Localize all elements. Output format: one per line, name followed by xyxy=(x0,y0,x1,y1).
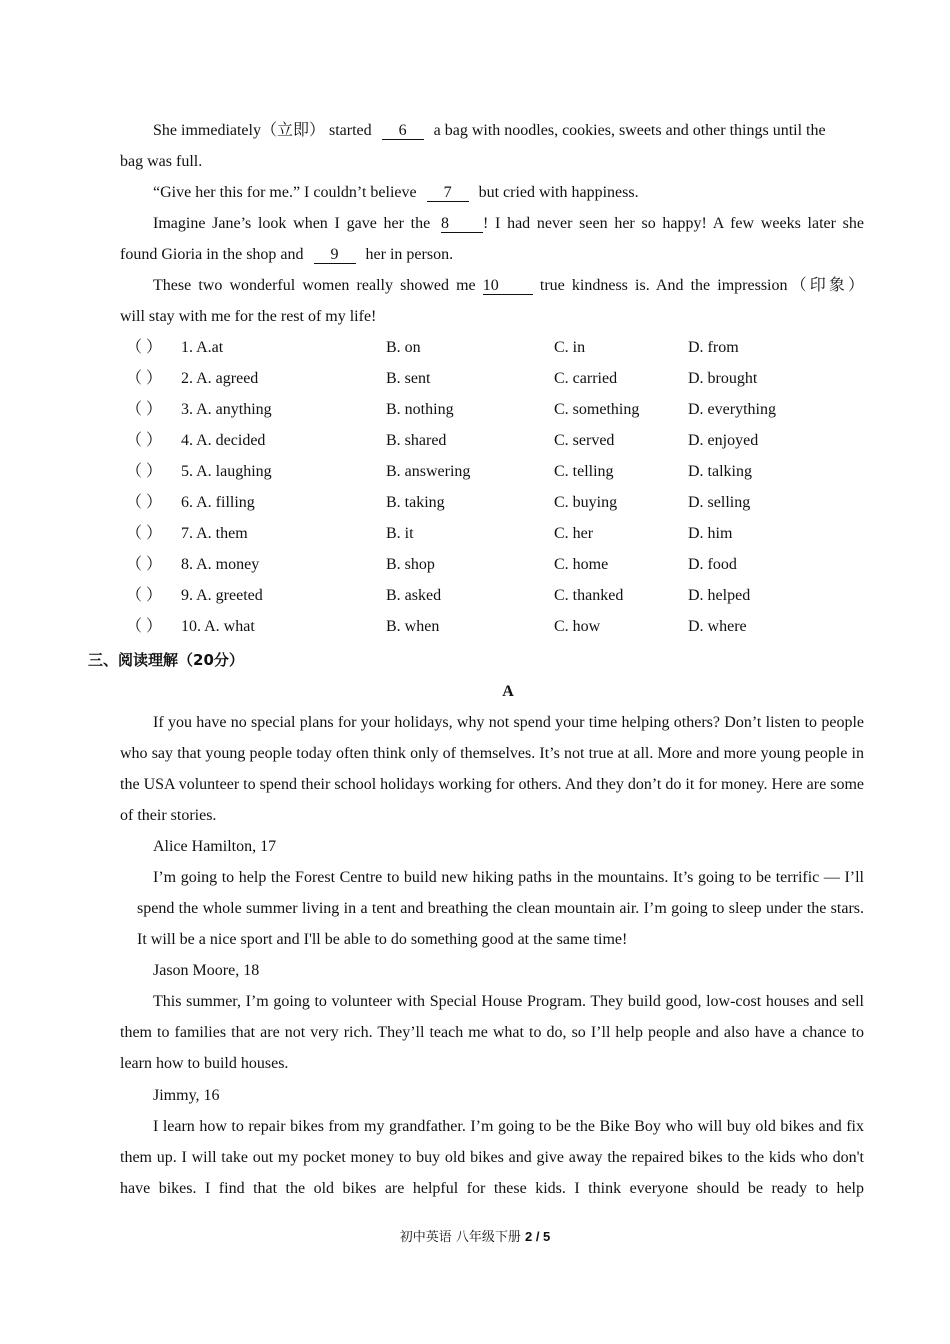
option-c: C. her xyxy=(554,525,594,542)
option-c: C. buying xyxy=(554,494,618,511)
option-b: B. nothing xyxy=(386,401,454,418)
cloze-text: Imagine Jane’s look when I gave her the xyxy=(153,215,431,232)
question-row xyxy=(126,555,866,575)
question-row xyxy=(126,617,866,637)
option-d: D. from xyxy=(688,339,739,356)
option-d: D. where xyxy=(688,618,747,635)
page-number: 2 / 5 xyxy=(524,1229,551,1244)
answer-parenthesis: （ ） xyxy=(126,432,163,449)
option-b: B. it xyxy=(386,525,414,542)
question-row xyxy=(126,338,866,358)
answer-parenthesis: （ ） xyxy=(126,339,163,356)
option-c: C. carried xyxy=(554,370,618,387)
answer-parenthesis: （ ） xyxy=(126,556,163,573)
option-c: C. home xyxy=(554,556,609,573)
option-d: D. food xyxy=(688,556,737,573)
option-a: 6. A. filling xyxy=(181,494,255,511)
passage-title: A xyxy=(502,683,514,700)
option-b: B. on xyxy=(386,339,421,356)
cloze-line-7: will stay with me for the rest of my life! xyxy=(120,308,377,325)
question-row xyxy=(126,586,866,606)
cloze-line-2: bag was full. xyxy=(120,153,203,170)
answer-parenthesis: （ ） xyxy=(126,401,163,418)
option-a: 1. A.at xyxy=(181,339,224,356)
question-row xyxy=(126,524,866,544)
cloze-text: true kindness is. And the impression（印象） xyxy=(539,277,864,294)
question-row xyxy=(126,369,866,389)
option-d: D. everything xyxy=(688,401,776,418)
option-c: C. telling xyxy=(554,463,614,480)
question-row xyxy=(126,431,866,451)
question-row xyxy=(126,400,866,420)
option-d: D. enjoyed xyxy=(688,432,759,449)
option-a: 10. A. what xyxy=(181,618,255,635)
option-a: 3. A. anything xyxy=(181,401,272,418)
answer-parenthesis: （ ） xyxy=(126,463,163,480)
option-a: 5. A. laughing xyxy=(181,463,272,480)
student-story-1: I’m going to help the Forest Centre to build new hiking paths in the mountains. It’s going to be terrific — I’ll spend the whole summer living in a tent and breathing the clean mountain air. I’m going to sleep under the stars. It will be a nice sport and I'll be able to do something good at the same time! xyxy=(137,869,864,948)
option-d: D. talking xyxy=(688,463,752,480)
answer-parenthesis: （ ） xyxy=(126,525,163,542)
cloze-text: found Gioria in the shop and xyxy=(120,246,304,263)
cloze-text: She immediately（立即） started xyxy=(153,122,372,139)
option-a: 8. A. money xyxy=(181,556,260,573)
option-d: D. selling xyxy=(688,494,751,511)
cloze-line-6 xyxy=(153,276,864,296)
cloze-text: ! I had never seen her so happy! A few weeks later she xyxy=(482,215,865,232)
answer-parenthesis: （ ） xyxy=(126,587,163,604)
cloze-text: These two wonderful women really showed me xyxy=(153,277,476,294)
blank-7: 7 xyxy=(427,184,469,202)
cloze-text: but cried with happiness. xyxy=(478,184,639,201)
option-d: D. him xyxy=(688,525,733,542)
answer-parenthesis: （ ） xyxy=(126,618,163,635)
blank-9: 9 xyxy=(314,246,356,264)
blank-6: 6 xyxy=(382,122,424,140)
option-a: 9. A. greeted xyxy=(181,587,263,604)
student-name-1: Alice Hamilton, 17 xyxy=(153,838,277,855)
cloze-line-4 xyxy=(153,214,864,234)
blank-10: 10 xyxy=(483,277,533,295)
question-row xyxy=(126,462,866,482)
cloze-line-5 xyxy=(120,245,453,265)
passage-intro: If you have no special plans for your holidays, why not spend your time helping others? Don’t listen to people who say that young people today often think only of themselves. It’s not true at all. More and more young people in the USA volunteer to spend their school holidays working for others. And they don’t do it for money. Here are some of their stories. xyxy=(120,714,864,824)
option-a: 7. A. them xyxy=(181,525,248,542)
option-c: C. in xyxy=(554,339,586,356)
option-a: 4. A. decided xyxy=(181,432,266,449)
option-b: B. taking xyxy=(386,494,445,511)
option-d: D. helped xyxy=(688,587,751,604)
student-name-3: Jimmy, 16 xyxy=(153,1087,220,1104)
option-d: D. brought xyxy=(688,370,758,387)
option-b: B. when xyxy=(386,618,440,635)
answer-parenthesis: （ ） xyxy=(126,494,163,511)
question-row xyxy=(126,493,866,513)
option-c: C. served xyxy=(554,432,615,449)
cloze-line-3 xyxy=(153,183,639,203)
student-story-3: I learn how to repair bikes from my grandfather. I’m going to be the Bike Boy who will buy old bikes and fix them up. I will take out my pocket money to buy old bikes and give away the repaired bikes to the kids who don't have bikes. I find that the old bikes are helpful for these kids. I think everyone should be ready to help xyxy=(120,1118,864,1197)
student-story-2: This summer, I’m going to volunteer with Special House Program. They build good, low-cost houses and sell them to families that are not very rich. They’ll teach me what to do, so I’ll help people and also have a chance to learn how to build houses. xyxy=(120,993,864,1072)
option-b: B. sent xyxy=(386,370,431,387)
option-c: C. something xyxy=(554,401,640,418)
option-a: 2. A. agreed xyxy=(181,370,259,387)
page-footer xyxy=(0,1228,950,1247)
cloze-text: a bag with noodles, cookies, sweets and other things until the xyxy=(433,122,826,139)
cloze-text: her in person. xyxy=(365,246,454,263)
section-heading: 三、阅读理解（20分） xyxy=(88,651,244,669)
option-c: C. thanked xyxy=(554,587,624,604)
option-b: B. asked xyxy=(386,587,442,604)
cloze-line-1 xyxy=(153,121,826,141)
option-b: B. shop xyxy=(386,556,435,573)
footer-subject: 初中英语 八年级下册 xyxy=(399,1230,521,1245)
cloze-text: “Give her this for me.” I couldn’t believe xyxy=(153,184,417,201)
answer-parenthesis: （ ） xyxy=(126,370,163,387)
option-c: C. how xyxy=(554,618,601,635)
blank-8: 8 xyxy=(441,215,483,233)
option-b: B. shared xyxy=(386,432,447,449)
student-name-2: Jason Moore, 18 xyxy=(153,962,260,979)
option-b: B. answering xyxy=(386,463,471,480)
